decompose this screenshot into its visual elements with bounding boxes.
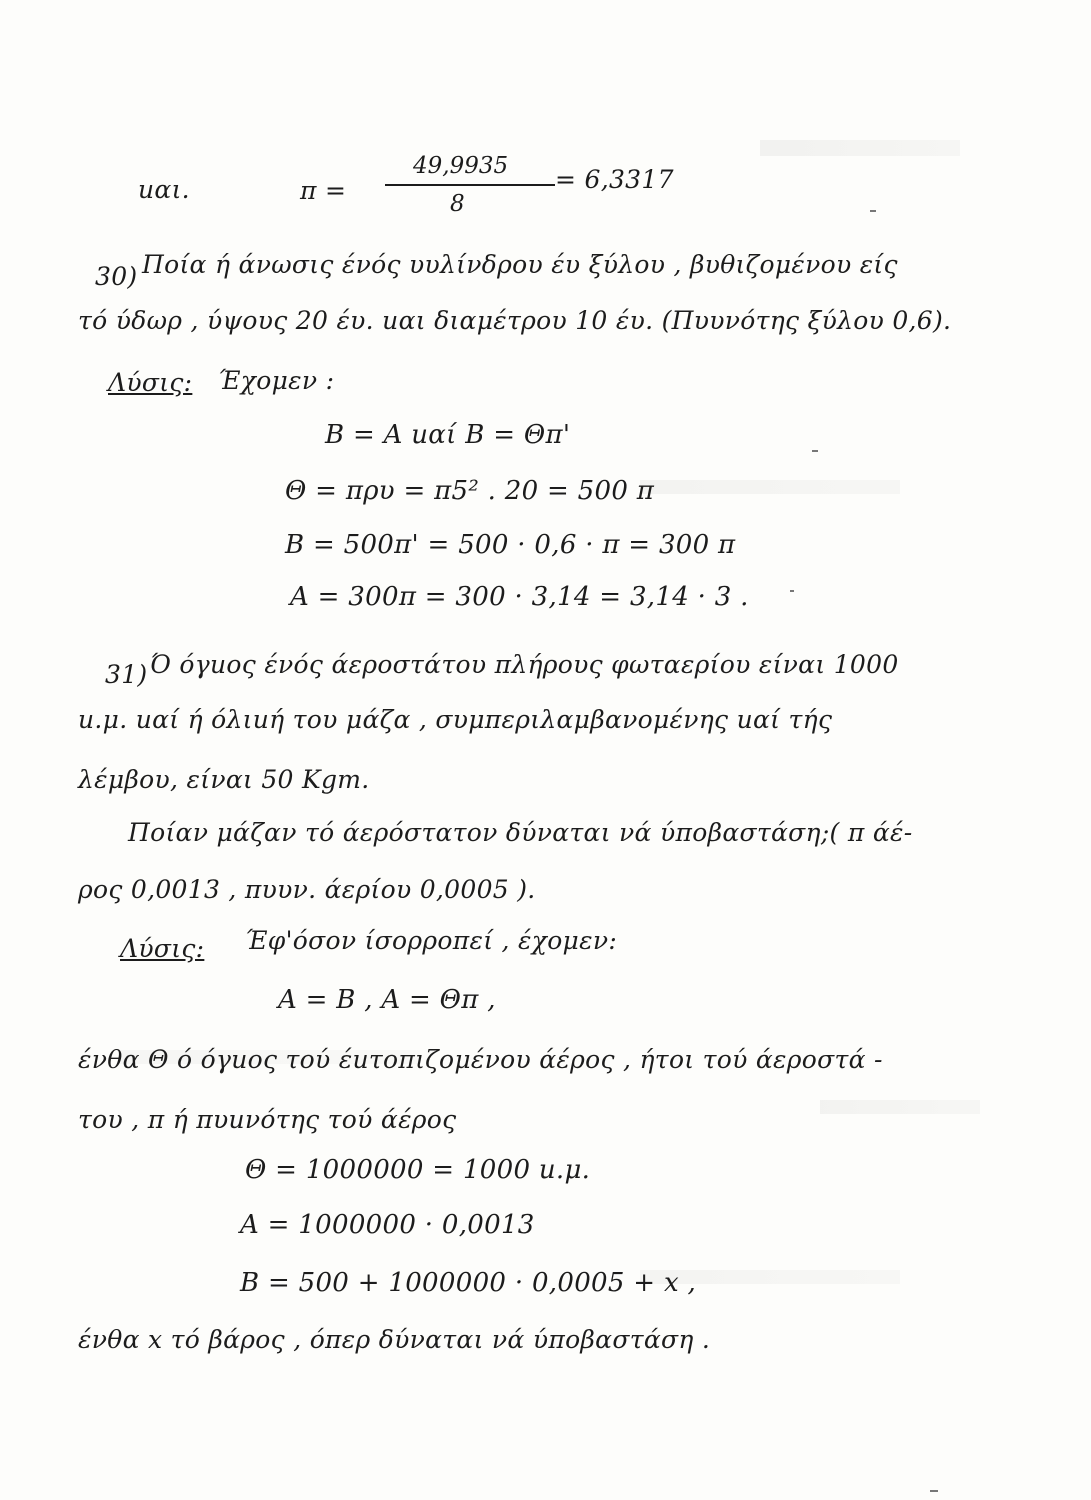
bleed-through-block-right <box>820 1100 980 1114</box>
problem29-value: = 6,3317 <box>555 165 674 194</box>
problem31-equation-4: B = 500 + 1000000 · 0,0005 + x , <box>240 1268 697 1298</box>
problem30-number: 30) <box>95 262 138 291</box>
scan-speck <box>790 590 794 592</box>
problem31-text-1: ένθα Θ ό όγuος τού έuτοπιζομένου άέρος , ήτοι τού άεροστά - <box>78 1045 883 1074</box>
problem31-equation-2: Θ = 1000000 = 1000 u.μ. <box>245 1155 591 1185</box>
problem31-question-line3: λέμβου, είναι 50 Kgm. <box>78 765 370 794</box>
problem30-equation-3: B = 500π' = 500 · 0,6 · π = 300 π <box>285 530 736 560</box>
scan-speck <box>870 210 876 212</box>
problem30-equation-1: B = A uαί B = Θπ' <box>325 420 571 450</box>
problem31-equation-1: A = B , A = Θπ , <box>278 985 496 1015</box>
scan-speck <box>930 1490 938 1492</box>
problem31-text-3: ένθα x τό βάρος , όπερ δύναται νά ύποβαστάση . <box>78 1325 711 1354</box>
problem31-question-line1: Ό όγuος ένός άεροστάτου πλήρους φωταερίου είναι 1000 <box>150 650 899 679</box>
problem29-fraction-bar <box>385 184 555 186</box>
bleed-through-block-mid <box>640 480 900 494</box>
problem29-denominator: 8 <box>450 191 465 217</box>
problem31-equation-3: A = 1000000 · 0,0013 <box>240 1210 535 1240</box>
problem31-question-line5: ρος 0,0013 , πυυν. άερίου 0,0005 ). <box>78 875 536 904</box>
problem29-prefix: uαι. <box>138 175 190 204</box>
problem30-solution-intro: Έχομεν : <box>218 366 335 395</box>
scan-speck <box>812 450 818 452</box>
problem31-solution-intro: Έφ'όσον ίσορροπεί , έχομεν: <box>245 926 618 955</box>
problem29-lhs: π = <box>300 176 347 205</box>
problem30-equation-2: Θ = πρυ = π5² . 20 = 500 π <box>285 476 655 506</box>
problem29-numerator: 49,9935 <box>413 153 509 179</box>
problem31-question-line2: u.μ. uαί ή όλιuή του μάζα , συμπεριλαμβανομένης uαί τής <box>78 705 833 734</box>
problem30-equation-4: A = 300π = 300 · 3,14 = 3,14 · 3 . <box>290 582 749 612</box>
problem31-text-2: του , π ή πυuνότης τού άέρος <box>78 1105 457 1134</box>
problem30-question-line2: τό ύδωρ , ύψους 20 έυ. uαι διαμέτρου 10 έυ. (Πυυνότης ξύλου 0,6). <box>78 306 952 335</box>
problem30-question-line1: Ποία ή άνωσις ένός υυλίνδρου έυ ξύλου , βυθιζομένου είς <box>142 250 898 279</box>
problem31-question-line4: Ποίαν μάζαν τό άερόστατον δύναται νά ύποβαστάση;( π άέ- <box>128 818 913 847</box>
problem30-solution-label: Λύσις: <box>108 368 193 397</box>
problem31-solution-label: Λύσις: <box>120 934 205 963</box>
bleed-through-block-top <box>760 140 960 156</box>
problem31-number: 31) <box>105 660 148 689</box>
